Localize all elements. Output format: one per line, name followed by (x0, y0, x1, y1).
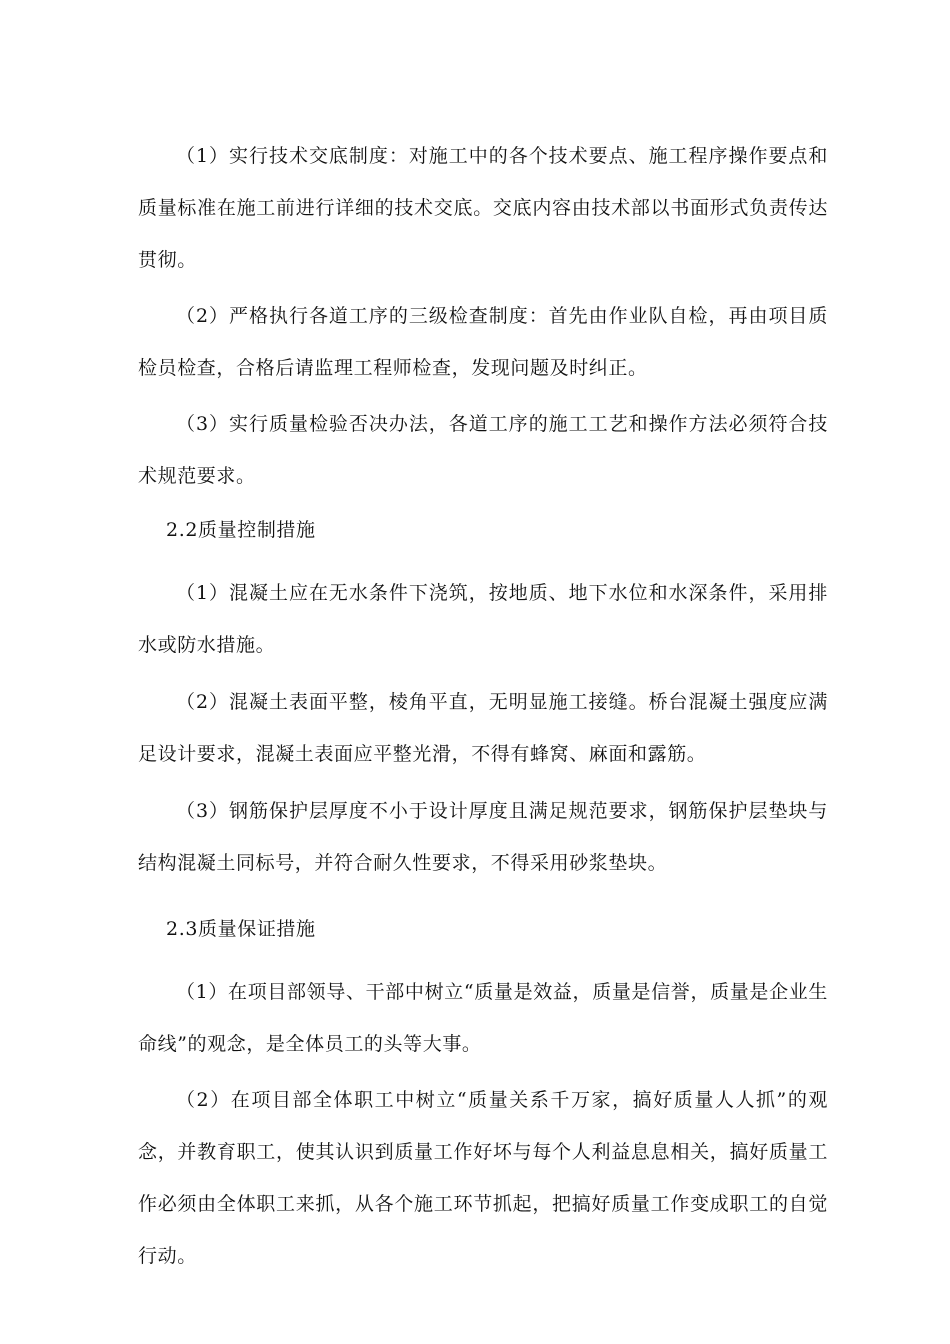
paragraph-quality-concept-leaders: （1）在项目部领导、干部中树立“质量是效益，质量是信誉，质量是企业生命线”的观念，是全体员工的头等大事。 (138, 981, 828, 1055)
section-heading-2-3: 2.3质量保证措施 (166, 918, 316, 940)
paragraph-concrete-pouring: （1）混凝土应在无水条件下浇筑，按地质、地下水位和水深条件，采用排水或防水措施。 (138, 582, 828, 656)
paragraph-quality-veto: （3）实行质量检验否决办法，各道工序的施工工艺和操作方法必须符合技术规范要求。 (138, 413, 828, 487)
paragraph-concrete-surface: （2）混凝土表面平整，棱角平直，无明显施工接缝。桥台混凝土强度应满足设计要求，混凝土表面应平整光滑，不得有蜂窝、麻面和露筋。 (138, 691, 828, 765)
paragraph-quality-concept-staff: （2）在项目部全体职工中树立“质量关系千万家，搞好质量人人抓”的观念，并教育职工，使其认识到质量工作好坏与每个人利益息息相关，搞好质量工作必须由全体职工来抓，从各个施工环节抓起，把搞好质量工作变成职工的自觉行动。 (138, 1089, 828, 1267)
section-heading-2-2: 2.2质量控制措施 (166, 519, 316, 541)
paragraph-rebar-cover: （3）钢筋保护层厚度不小于设计厚度且满足规范要求，钢筋保护层垫块与结构混凝土同标号，并符合耐久性要求，不得采用砂浆垫块。 (138, 800, 828, 874)
paragraph-technical-briefing: （1）实行技术交底制度：对施工中的各个技术要点、施工程序操作要点和质量标准在施工前进行详细的技术交底。交底内容由技术部以书面形式负责传达贯彻。 (138, 145, 828, 271)
paragraph-three-level-inspection: （2）严格执行各道工序的三级检查制度：首先由作业队自检，再由项目质检员检查，合格后请监理工程师检查，发现问题及时纠正。 (138, 305, 828, 379)
